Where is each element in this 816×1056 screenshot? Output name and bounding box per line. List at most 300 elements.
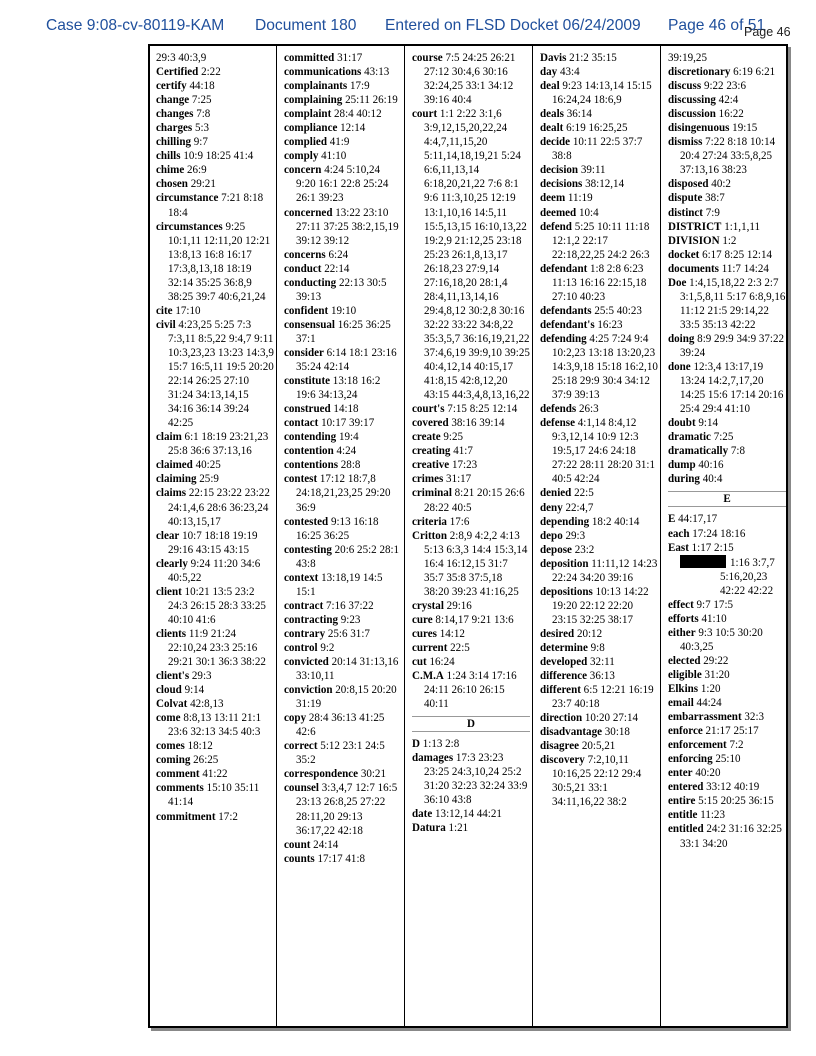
index-term: defendant's (540, 318, 595, 331)
index-entry (284, 51, 402, 65)
index-page-line-refs: 13:18,19 14:5 15:1 (296, 571, 383, 598)
index-page-line-refs: 44:17,17 (678, 513, 718, 526)
index-entry (540, 332, 658, 402)
index-page-line-refs: 24:2 31:16 32:25 33:1 34:20 (680, 823, 782, 850)
index-term: C.M.A (412, 670, 444, 683)
index-term: charges (156, 122, 193, 135)
index-term: conducting (284, 276, 337, 289)
index-page-line-refs: 9:7 (193, 136, 208, 149)
index-page-line-refs: 39:11 (580, 164, 606, 177)
index-entry (540, 515, 658, 529)
index-page-line-refs: 7:8 (196, 108, 211, 121)
index-entry (412, 821, 530, 835)
index-page-line-refs: 43:13 (364, 66, 390, 79)
index-term: contending (284, 431, 337, 444)
index-page-line-refs: 1:16 3:7,7 5:16,20,23 42:22 42:22 (720, 556, 775, 597)
index-term: correspondence (284, 768, 359, 781)
index-entry (284, 767, 402, 781)
index-page-line-refs: 17:23 (451, 459, 478, 472)
index-page-line-refs: 31:17 (337, 52, 363, 64)
index-entry (668, 780, 786, 794)
index-term: dismiss (668, 136, 703, 149)
index-entry (412, 613, 530, 627)
index-entry (412, 737, 530, 751)
index-term: direction (540, 712, 583, 725)
index-page-line-refs: 11:19 (567, 192, 593, 205)
index-page-line-refs: 11:7 14:24 (721, 262, 769, 275)
index-term: deposition (540, 557, 589, 570)
index-term: Doe (668, 276, 687, 289)
index-page-line-refs: 24:14 (313, 838, 339, 851)
index-entry (284, 571, 402, 599)
index-page-line-refs: 25:10 (715, 753, 741, 766)
index-entry (156, 51, 274, 65)
index-page-line-refs: 16:24 (429, 656, 455, 669)
index-entry (156, 135, 274, 149)
index-term: discretionary (668, 66, 731, 79)
index-term: deny (540, 501, 563, 514)
index-page-line-refs: 18:2 40:14 (591, 515, 640, 528)
index-page-line-refs: 1:1,1,11 (724, 220, 760, 233)
index-entry (156, 669, 274, 683)
index-term: contrary (284, 627, 326, 640)
index-term: correct (284, 740, 318, 753)
index-page-line-refs: 22:5 (574, 487, 594, 500)
index-page-line-refs: 13:22 23:10 27:11 37:25 38:2,15,19 39:12 39:12 (296, 206, 399, 247)
index-term: current (412, 641, 448, 654)
index-page-line-refs: 9:25 10:1,11 12:11,20 12:21 13:8,13 16:8 16:17 17:3,8,13,18 18:19 32:14 35:25 36:8,9 38:25 39:7 40:6,21,24 (168, 220, 271, 303)
index-entry (668, 555, 786, 598)
index-entry (540, 486, 658, 500)
index-entry (412, 486, 530, 514)
index-entry (668, 598, 786, 612)
index-entry (412, 599, 530, 613)
index-entry (284, 458, 402, 472)
index-term: comment (156, 768, 200, 781)
index-page-line-refs: 29:22 (703, 654, 729, 667)
index-page-line-refs: 43:4 (559, 66, 580, 79)
index-term: desired (540, 627, 575, 640)
index-entry (284, 655, 402, 683)
index-entry (668, 107, 786, 121)
index-entry (412, 627, 530, 641)
index-term: disposed (668, 178, 709, 191)
index-entry (284, 79, 402, 93)
index-page-line-refs: 10:17 39:17 (321, 417, 375, 430)
index-term: committed (284, 52, 335, 64)
index-term: create (412, 431, 441, 444)
index-term: cures (412, 627, 437, 640)
index-entry (284, 627, 402, 641)
index-page-line-refs: 2:22 (201, 66, 221, 79)
index-page-line-refs: 40:4 (702, 473, 723, 486)
index-term: decisions (540, 178, 583, 191)
letter-section-heading: E (668, 491, 786, 507)
index-term: decide (540, 136, 571, 149)
index-entry (540, 163, 658, 177)
index-entry (284, 599, 402, 613)
index-term: enforcing (668, 753, 713, 766)
index-entry (284, 135, 402, 149)
index-entry (668, 710, 786, 724)
index-page-line-refs: 9:13 16:18 16:25 36:25 (296, 515, 379, 542)
index-term: criminal (412, 487, 452, 500)
index-page-line-refs: 20:14 31:13,16 33:10,11 (296, 656, 399, 683)
index-term: dump (668, 459, 696, 472)
index-term: discussing (668, 94, 716, 107)
index-entry (412, 51, 530, 107)
index-term: embarrassment (668, 711, 742, 724)
index-term: defending (540, 332, 587, 345)
index-term: elected (668, 654, 701, 667)
index-term: chime (156, 164, 185, 177)
index-entry (668, 360, 786, 416)
index-page-line-refs: 44:18 (189, 80, 215, 93)
index-page-line-refs: 29:21 (190, 178, 216, 191)
index-term: different (540, 684, 581, 697)
index-entry (540, 669, 658, 683)
index-term: cite (156, 304, 173, 317)
index-page-line-refs: 20:5,21 (581, 740, 616, 753)
index-term: developed (540, 656, 588, 669)
index-page-line-refs: 1:17 2:15 (691, 541, 734, 554)
index-page-line-refs: 1:20 (700, 683, 721, 696)
index-entry (540, 711, 658, 725)
index-page-line-refs: 9:23 (340, 613, 361, 626)
index-page-line-refs: 20:6 25:2 28:1 43:8 (296, 543, 400, 570)
index-page-line-refs: 17:24 18:16 (692, 527, 746, 540)
index-entry (412, 515, 530, 529)
index-term: communications (284, 66, 362, 79)
index-entry (668, 276, 786, 332)
index-entry (668, 766, 786, 780)
index-term: day (540, 66, 558, 79)
index-entry (540, 753, 658, 809)
index-term: compliance (284, 122, 338, 135)
index-page-line-refs: 16:25 36:25 37:1 (296, 318, 391, 345)
index-entry (156, 711, 274, 739)
index-page-line-refs: 17:2 (218, 810, 238, 823)
index-entry (540, 177, 658, 191)
index-page-line-refs: 17:10 (175, 304, 201, 317)
index-term: cloud (156, 684, 182, 697)
index-entry (284, 852, 402, 866)
index-page-line-refs: 38:7 (705, 192, 725, 205)
index-entry (540, 402, 658, 416)
index-term: control (284, 641, 318, 654)
index-term: depositions (540, 585, 593, 598)
index-page-line-refs: 9:22 23:6 (703, 80, 746, 93)
index-column-2 (284, 51, 402, 866)
index-entry (156, 585, 274, 627)
index-page-line-refs: 40:2 (711, 178, 731, 191)
index-term: criteria (412, 515, 447, 528)
index-term: E (668, 513, 676, 526)
index-page-line-refs: 6:14 18:1 23:16 35:24 42:14 (296, 346, 397, 374)
index-term: coming (156, 754, 191, 767)
index-term: Elkins (668, 683, 699, 696)
index-page-line-refs: 40:20 (695, 767, 721, 780)
index-page-line-refs: 5:25 10:11 11:18 12:1,2 22:17 22:18,22,25 24:2 26:3 (552, 220, 650, 261)
index-page-line-refs: 32:11 (590, 656, 615, 669)
index-page-line-refs: 9:25 (443, 431, 464, 444)
index-page-line-refs: 6:1 18:19 23:21,23 25:8 36:6 37:13,16 (168, 431, 269, 458)
index-page-line-refs: 1:2 (722, 234, 737, 247)
index-term: damages (412, 752, 454, 765)
index-entry (284, 739, 402, 767)
index-entry (668, 234, 786, 248)
index-page-line-refs: 25:9 (199, 473, 219, 486)
index-term: client's (156, 670, 190, 683)
index-page-line-refs: 10:9 18:25 41:4 (183, 150, 254, 163)
index-term: effect (668, 598, 694, 611)
index-entry (412, 529, 530, 599)
index-term: denied (540, 487, 572, 500)
index-term: discuss (668, 80, 702, 93)
index-entry (668, 472, 786, 486)
index-term: contentions (284, 459, 339, 472)
index-page-line-refs: 7:22 8:18 10:14 20:4 27:24 33:5,8,25 37:13,16 38:23 (680, 136, 776, 177)
index-page-line-refs: 4:24 5:10,24 9:20 16:1 22:8 25:24 26:1 39:23 (296, 164, 389, 205)
index-entry (156, 753, 274, 767)
index-page-line-refs: 1:8 2:8 6:23 11:13 16:16 22:15,18 27:10 40:23 (552, 262, 647, 303)
index-entry (284, 304, 402, 318)
index-term: DISTRICT (668, 220, 722, 233)
index-page-line-refs: 2:8,9 4:2,2 4:13 5:13 6:3,3 14:4 15:3,14 16:4 16:12,15 31:7 35:7 35:8 37:5,18 38:20 39:23 41:16,25 (424, 529, 528, 598)
index-page-line-refs: 8:8,13 13:11 21:1 23:6 32:13 34:5 40:3 (168, 712, 262, 739)
page-number: Page 46 (744, 25, 791, 39)
index-page-line-refs: 41:22 (202, 768, 228, 781)
index-page-line-refs: 7:15 8:25 12:14 (447, 403, 518, 416)
index-page-line-refs: 12:3,4 13:17,19 13:24 14:2,7,17,20 14:25 15:6 17:14 20:16 25:4 29:4 41:10 (680, 361, 784, 416)
index-page-line-refs: 15:10 35:11 41:14 (168, 782, 260, 809)
index-term: distinct (668, 206, 703, 219)
index-term: Datura (412, 822, 446, 835)
index-entry (668, 220, 786, 234)
index-entry (540, 318, 658, 332)
index-page-line-refs: 10:11 22:5 37:7 38:8 (552, 136, 643, 163)
index-page-line-refs: 41:9 (329, 136, 350, 149)
index-page-line-refs: 9:14 (698, 417, 719, 430)
index-entry (156, 149, 274, 163)
index-term: commitment (156, 810, 216, 823)
index-term: East (668, 541, 689, 554)
index-term: date (412, 808, 433, 821)
index-term: counts (284, 852, 315, 865)
index-entry (284, 121, 402, 135)
index-entry (156, 683, 274, 697)
index-entry (668, 682, 786, 696)
index-page-line-refs: 4:1,14 8:4,12 9:3,12,14 10:9 12:3 19:5,17 24:6 24:18 27:22 28:11 28:20 31:1 40:5 42:24 (552, 417, 656, 486)
index-term: crystal (412, 599, 444, 612)
redaction-block (680, 555, 726, 568)
index-page-line-refs: 4:25 7:24 9:4 10:2,23 13:18 13:20,23 14:3,9,18 15:18 16:2,10 25:18 29:9 30:4 34:12 37:9 39:13 (552, 332, 658, 402)
index-entry (540, 51, 658, 65)
index-page-line-refs: 8:21 20:15 26:6 28:22 40:5 (424, 487, 525, 514)
index-entry (540, 585, 658, 627)
index-entry (284, 472, 402, 514)
index-page-line-refs: 8:14,17 9:21 13:6 (435, 613, 514, 626)
index-entry (668, 527, 786, 541)
index-entry (540, 191, 658, 205)
index-entry (668, 332, 786, 360)
index-entry (156, 627, 274, 669)
index-term: deals (540, 108, 564, 121)
index-page-line-refs: 41:7 (453, 445, 473, 458)
index-term: DIVISION (668, 234, 720, 247)
index-page-line-refs: 40:16 (698, 459, 724, 472)
index-term: creative (412, 459, 450, 472)
index-page-line-refs: 6:19 16:25,25 (566, 122, 628, 135)
index-page-line-refs: 36:14 (566, 108, 592, 121)
index-entry (284, 276, 402, 304)
index-entry (540, 107, 658, 121)
index-entry (284, 262, 402, 276)
index-entry (412, 641, 530, 655)
index-page-line-refs: 22:4,7 (565, 501, 594, 514)
index-entry (668, 752, 786, 766)
index-page-line-refs: 30:21 (360, 768, 386, 781)
index-entry (156, 191, 274, 219)
index-page-line-refs: 19:15 (732, 122, 758, 135)
index-page-line-refs: 11:9 21:24 22:10,24 23:3 25:16 29:21 30:1 36:3 38:22 (168, 627, 266, 669)
index-page-line-refs: 9:14 (184, 684, 205, 697)
index-entry (284, 781, 402, 837)
index-page-line-refs: 14:18 (333, 403, 359, 416)
index-term: court's (412, 403, 445, 416)
index-page-line-refs: 16:22 (718, 108, 744, 121)
index-term: conduct (284, 262, 322, 275)
index-entry (540, 135, 658, 163)
index-entry (412, 107, 530, 402)
index-page-line-refs: 9:3 10:5 30:20 40:3,25 (680, 626, 763, 653)
index-term: contest (284, 473, 318, 486)
index-entry (540, 557, 658, 585)
index-page-line-refs: 26:25 (193, 754, 219, 767)
index-entry (156, 318, 274, 430)
index-entry (412, 444, 530, 458)
index-page-line-refs: 6:24 (328, 248, 349, 261)
index-page-line-refs: 17:17 41:8 (317, 852, 366, 865)
index-page-line-refs: 39:19,25 (668, 52, 707, 64)
index-term: entitled (668, 823, 704, 836)
index-term: complaint (284, 108, 332, 121)
index-page-line-refs: 9:23 14:13,14 15:15 16:24,24 18:6,9 (552, 80, 652, 107)
index-page-line-refs: 21:17 25:17 (705, 725, 759, 738)
index-entry (668, 135, 786, 177)
index-entry (284, 107, 402, 121)
index-page-line-refs: 28:8 (340, 459, 361, 472)
index-entry (540, 501, 658, 515)
index-term: Davis (540, 52, 567, 64)
index-term: deemed (540, 206, 577, 219)
index-entry (284, 543, 402, 571)
index-entry (668, 612, 786, 626)
index-entry (156, 79, 274, 93)
index-entry (156, 304, 274, 318)
index-term: comply (284, 150, 319, 163)
index-page-line-refs: 9:8 (590, 641, 605, 654)
index-page-line-refs: 7:25 (713, 431, 734, 444)
index-page-line-refs: 6:17 8:25 12:14 (702, 248, 773, 261)
index-entry (668, 262, 786, 276)
index-term: crimes (412, 473, 444, 486)
index-entry (540, 416, 658, 486)
index-entry (412, 807, 530, 821)
index-entry (412, 472, 530, 486)
index-term: consider (284, 346, 324, 359)
index-entry (540, 304, 658, 318)
index-entry (284, 430, 402, 444)
index-term: complainants (284, 80, 348, 93)
index-entry (540, 725, 658, 739)
index-page-line-refs: 33:12 40:19 (706, 781, 760, 794)
index-entry (668, 696, 786, 710)
index-page-line-refs: 7:8 (730, 445, 746, 458)
index-entry (156, 93, 274, 107)
index-term: concerns (284, 248, 326, 261)
index-term: either (668, 626, 696, 639)
index-entry (540, 65, 658, 79)
index-entry (284, 248, 402, 262)
index-entry (540, 641, 658, 655)
index-term: construed (284, 403, 331, 416)
index-entry (540, 529, 658, 543)
index-page-line-refs: 42:8,13 (190, 698, 224, 711)
index-entry (284, 515, 402, 543)
index-term: claimed (156, 459, 193, 472)
index-page-line-refs: 10:20 27:14 (584, 712, 638, 725)
index-entry (284, 838, 402, 852)
index-entry (284, 206, 402, 248)
index-page-line-refs: 36:13 (589, 670, 615, 683)
index-entry (668, 626, 786, 654)
index-page-line-refs: 16:23 (597, 318, 623, 331)
index-entry (284, 711, 402, 739)
index-term: dispute (668, 192, 703, 205)
index-term: enforce (668, 725, 703, 738)
index-page-line-refs: 25:6 31:7 (327, 627, 370, 640)
index-term: each (668, 527, 690, 540)
index-page-line-refs: 9:7 17:5 (696, 598, 734, 611)
index-page-line-refs: 31:20 (704, 668, 730, 681)
index-page-line-refs: 5:12 23:1 24:5 35:2 (296, 740, 385, 767)
index-entry (284, 416, 402, 430)
index-entry (668, 458, 786, 472)
index-term: creating (412, 445, 451, 458)
index-term: clear (156, 529, 180, 542)
index-page-line-refs: 23:2 (574, 543, 595, 556)
index-page-line-refs: 7:2,10,11 10:16,25 22:12 29:4 30:5,21 33:1 34:11,16,22 38:2 (552, 754, 642, 809)
index-page-line-refs: 12:14 (340, 122, 366, 135)
index-entry (284, 163, 402, 205)
index-entry (668, 248, 786, 262)
index-page-line-refs: 28:4 36:13 41:25 42:6 (296, 712, 385, 739)
index-term: contested (284, 515, 329, 528)
index-entry (668, 79, 786, 93)
index-entry (668, 65, 786, 79)
column-divider (404, 46, 405, 1026)
index-entry (284, 444, 402, 458)
index-term: copy (284, 712, 307, 725)
index-entry (412, 458, 530, 472)
index-entry (668, 654, 786, 668)
index-entry (412, 669, 530, 711)
index-entry (284, 613, 402, 627)
docket-header (0, 17, 816, 41)
index-term: chills (156, 150, 181, 163)
index-term: docket (668, 248, 700, 261)
